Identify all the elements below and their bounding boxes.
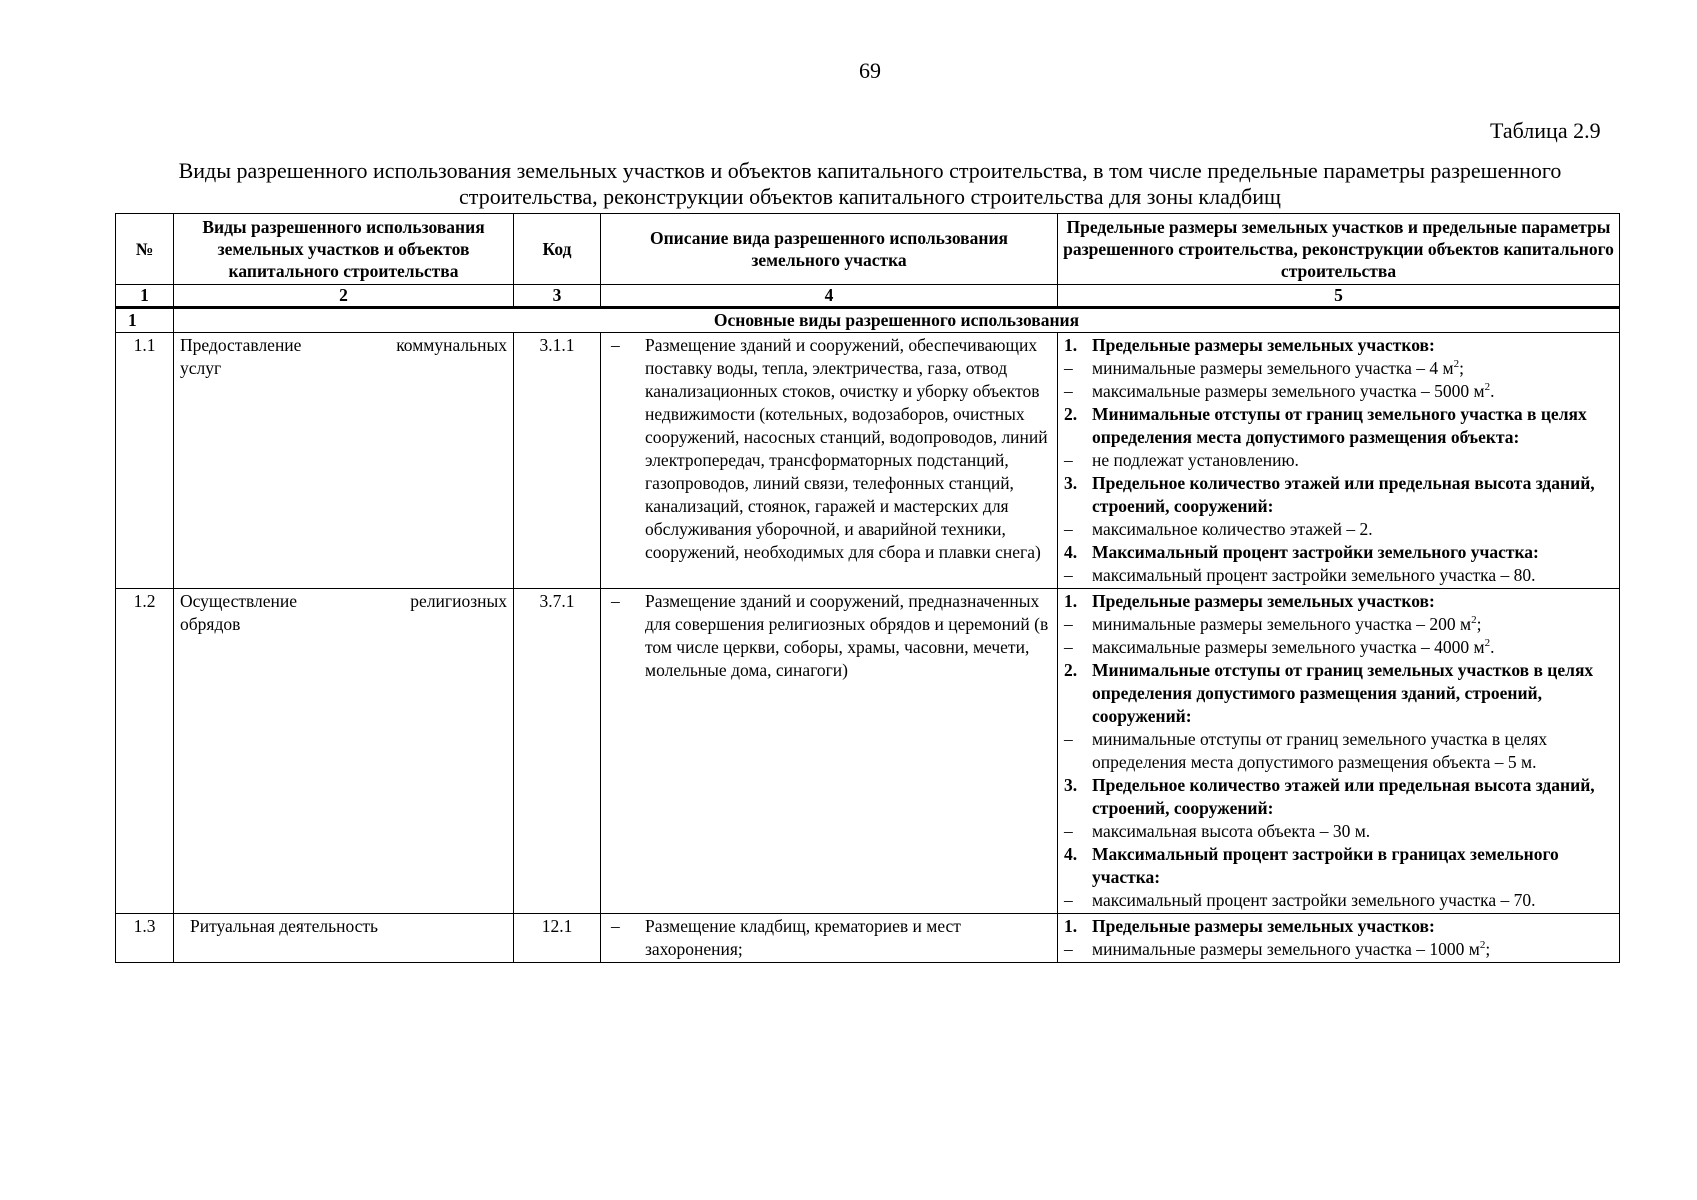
param-title: Предельные размеры земельных участков:	[1092, 591, 1435, 611]
dash: –	[1064, 381, 1073, 401]
header-number: №	[116, 214, 174, 285]
dash: –	[1064, 890, 1073, 910]
param-item: максимальный процент застройки земельного участка – 80.	[1092, 565, 1536, 585]
dash: –	[1064, 450, 1073, 470]
dash: –	[1064, 939, 1073, 959]
use-code: 3.1.1	[514, 333, 601, 589]
use-type-word: Осуществление	[180, 591, 298, 611]
param-item: максимальные размеры земельного участка – 5000 $м^2$.	[1092, 381, 1495, 401]
dash: –	[1064, 358, 1073, 378]
parameters-cell	[1058, 589, 1620, 914]
section-title: Основные виды разрешенного использования	[174, 308, 1620, 333]
use-type-word: Предоставление	[180, 335, 302, 355]
param-item: максимальное количество этажей – 2.	[1092, 519, 1373, 539]
param-number: 1.	[1064, 591, 1078, 611]
parameters-cell	[1058, 914, 1620, 963]
section-number: 1	[116, 308, 174, 333]
dash: –	[611, 591, 620, 611]
page-number: 69	[859, 58, 881, 83]
description-text: Размещение кладбищ, крематориев и мест захоронения;	[645, 916, 961, 959]
param-number: 4.	[1064, 844, 1078, 864]
param-title: Минимальные отступы от границ земельных участков в целях определения допустимого размещения зданий, строений, сооружений:	[1092, 660, 1594, 726]
dash: –	[1064, 614, 1073, 634]
param-number: 4.	[1064, 542, 1078, 562]
param-title: Предельное количество этажей или предельная высота зданий, строений, сооружений:	[1092, 473, 1595, 516]
parameters-cell	[1058, 333, 1620, 589]
table-row	[116, 914, 1620, 963]
use-type-word: услуг	[180, 358, 222, 378]
use-type-name: Ритуальная деятельность	[190, 916, 379, 936]
dash: –	[611, 335, 620, 355]
dash: –	[1064, 519, 1073, 539]
header-parameters: Предельные размеры земельных участков и предельные параметры разрешенного строительства, реконструкции объектов капитального строительства	[1058, 214, 1620, 285]
param-item: минимальные размеры земельного участка – 1000 $м^2$;	[1092, 939, 1491, 959]
param-number: 1.	[1064, 335, 1078, 355]
land-use-table	[115, 213, 1620, 963]
param-title: Максимальный процент застройки земельного участка:	[1092, 542, 1539, 562]
row-number: 1.3	[116, 914, 174, 963]
use-code: 3.7.1	[514, 589, 601, 914]
dash: –	[1064, 637, 1073, 657]
use-type-cell	[174, 589, 514, 914]
dash: –	[1064, 729, 1073, 749]
use-type-cell	[174, 333, 514, 589]
param-title: Предельное количество этажей или предельная высота зданий, строений, сооружений:	[1092, 775, 1595, 818]
dash: –	[1064, 821, 1073, 841]
header-use-type: Виды разрешенного использования земельных участков и объектов капитального строительства	[174, 214, 514, 285]
param-item: минимальные отступы от границ земельного участка в целях определения места допустимого размещения объекта – 5 м.	[1092, 729, 1548, 772]
column-number: 3	[514, 285, 601, 308]
table-caption: Виды разрешенного использования земельных участков и объектов капитального строительства, в том числе предельные параметры разрешенного строительства, реконструкции объектов капитального строительства для зоны кладбищ	[178, 158, 1562, 209]
use-type-cell	[174, 914, 514, 963]
description-cell	[601, 914, 1058, 963]
column-number: 5	[1058, 285, 1620, 308]
column-number: 2	[174, 285, 514, 308]
param-title: Предельные размеры земельных участков:	[1092, 916, 1435, 936]
param-number: 1.	[1064, 916, 1078, 936]
description-cell	[601, 589, 1058, 914]
description-cell	[601, 333, 1058, 589]
row-number: 1.2	[116, 589, 174, 914]
description-text: Размещение зданий и сооружений, предназначенных для совершения религиозных обрядов и церемоний (в том числе церкви, соборы, храмы, часовни, мечети, молельные дома, синагоги)	[645, 591, 1049, 680]
param-item: максимальные размеры земельного участка – 4000 $м^2$.	[1092, 637, 1495, 657]
param-title: Максимальный процент застройки в границах земельного участка:	[1092, 844, 1559, 887]
header-description: Описание вида разрешенного использования земельного участка	[601, 214, 1058, 285]
table-row	[116, 333, 1620, 589]
param-title: Минимальные отступы от границ земельного участка в целях определения места допустимого размещения объекта:	[1092, 404, 1587, 447]
description-text: Размещение зданий и сооружений, обеспечивающих поставку воды, тепла, электричества, газа, отвод канализационных стоков, очистку и уборку объектов недвижимости (котельных, водозаборов, очистных сооружений, насосных станций, водопроводов, линий электропередач, трансформаторных подстанций, газопроводов, линий связи, телефонных станций, канализаций, стоянок, гаражей и мастерских для обслуживания уборочной, и аварийной техники, сооружений, необходимых для сбора и плавки снега)	[645, 335, 1048, 562]
param-item: минимальные размеры земельного участка – 200 $м^2$;	[1092, 614, 1482, 634]
use-code: 12.1	[514, 914, 601, 963]
param-number: 2.	[1064, 660, 1078, 680]
param-number: 2.	[1064, 404, 1078, 424]
use-type-word: обрядов	[180, 614, 241, 634]
header-row	[116, 214, 1620, 285]
param-number: 3.	[1064, 775, 1078, 795]
dash: –	[611, 916, 620, 936]
column-number: 4	[601, 285, 1058, 308]
param-item: минимальные размеры земельного участка – 4 $м^2$;	[1092, 358, 1464, 378]
use-type-word: религиозных	[410, 591, 507, 611]
use-type-word: коммунальных	[396, 335, 507, 355]
param-number: 3.	[1064, 473, 1078, 493]
section-row	[116, 308, 1620, 333]
column-number-row	[116, 285, 1620, 308]
row-number: 1.1	[116, 333, 174, 589]
param-item: максимальная высота объекта – 30 м.	[1092, 821, 1371, 841]
param-item: не подлежат установлению.	[1092, 450, 1299, 470]
column-number: 1	[116, 285, 174, 308]
table-row	[116, 589, 1620, 914]
dash: –	[1064, 565, 1073, 585]
param-item: максимальный процент застройки земельного участка – 70.	[1092, 890, 1536, 910]
table-label: Таблица 2.9	[1490, 118, 1601, 143]
header-code: Код	[514, 214, 601, 285]
param-title: Предельные размеры земельных участков:	[1092, 335, 1435, 355]
